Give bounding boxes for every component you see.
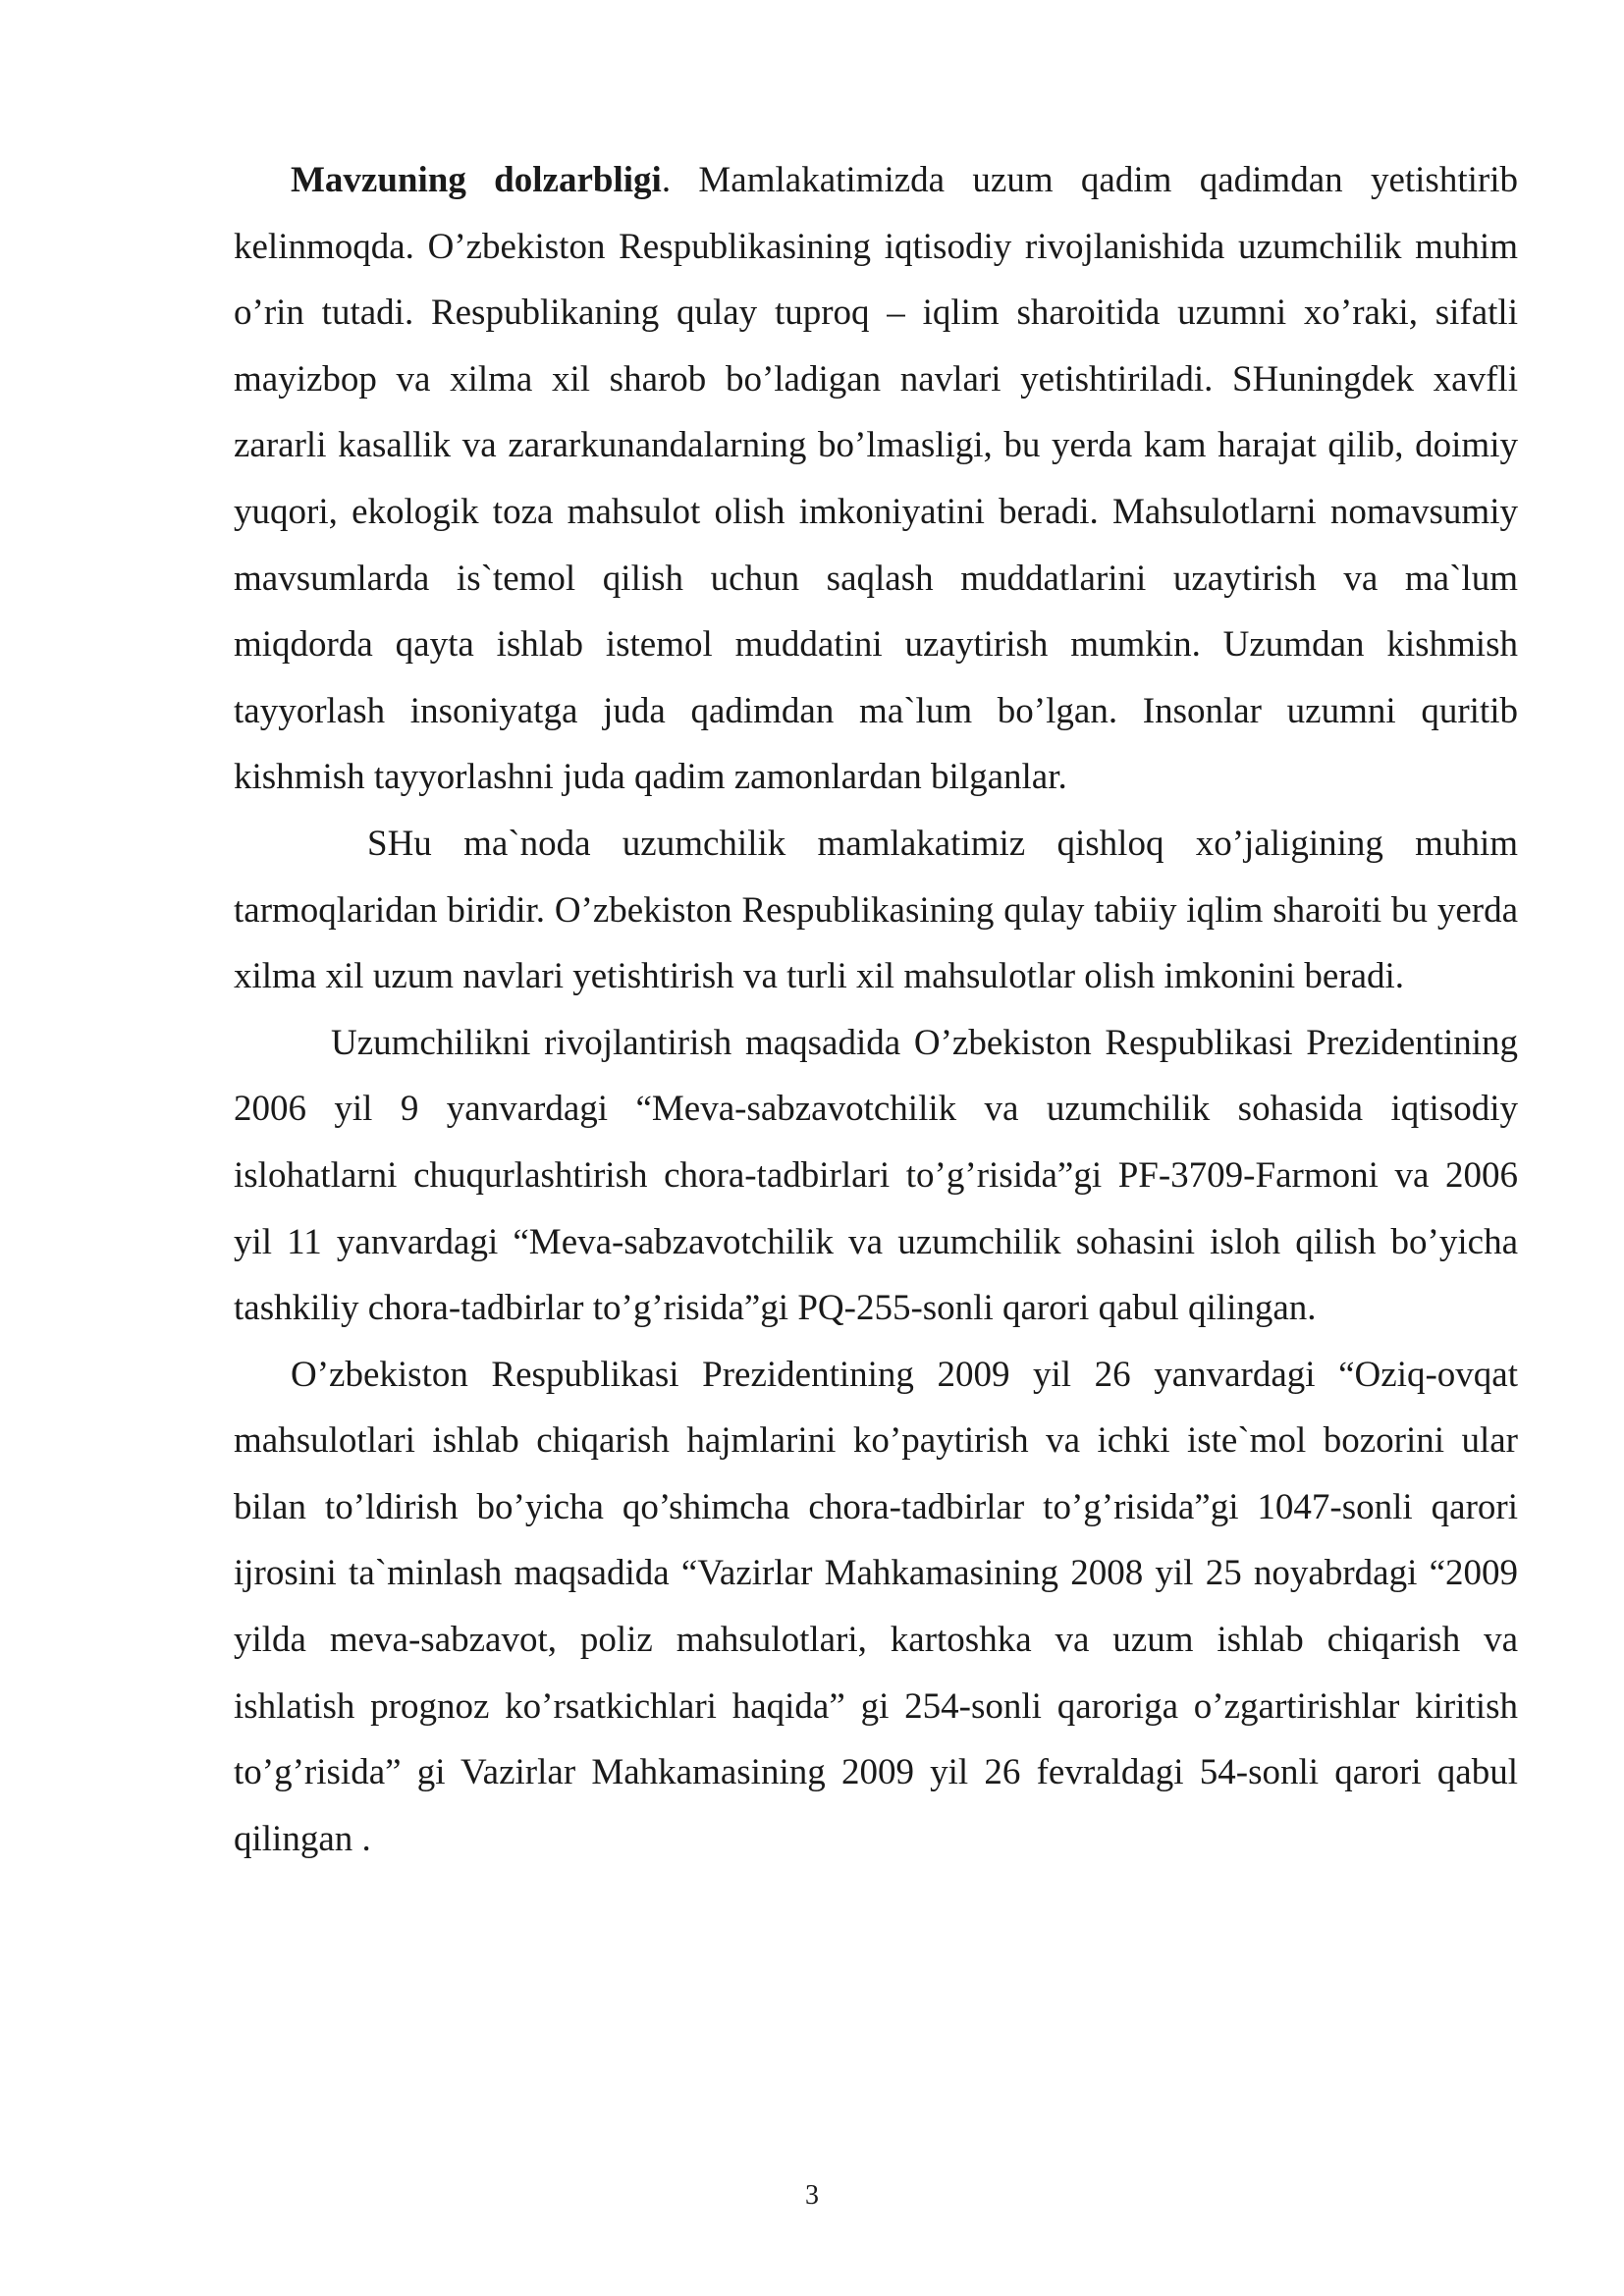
paragraph-topic-relevance bbox=[234, 147, 1518, 811]
paragraph-text: Uzumchilikni rivojlantirish maqsadida O’zbekiston Respublikasi Prezidentining 2006 yil 9 yanvardagi “Meva-sabzavotchilik va uzumchilik sohasida iqtisodiy islohatlarni chuqurlashtirish chora-tadbirlari to’g’risida”gi PF-3709-Farmoni va 2006 yil 11 yanvardagi “Meva-sabzavotchilik va uzumchilik sohasini isloh qilish bo’yicha tashkiliy chora-tadbirlar to’g’risida”gi PQ-255-sonli qarori qabul qilingan. bbox=[234, 1022, 1518, 1329]
page-number: 3 bbox=[805, 2180, 819, 2211]
paragraph-viticulture-importance bbox=[234, 811, 1518, 1010]
document-body bbox=[234, 147, 1518, 1872]
paragraph-presidential-decree bbox=[234, 1010, 1518, 1342]
section-heading-inline: Mavzuning dolzarbligi bbox=[291, 160, 662, 200]
paragraph-text: . Mamlakatimizda uzum qadim qadimdan yetishtirib kelinmoqda. O’zbekiston Respublikasining iqtisodiy rivojlanishida uzumchilik muhim o’rin tutadi. Respublikaning qulay tuproq – iqlim sharoitida uzumni xo’raki, sifatli mayizbop va xilma xil sharob bo’ladigan navlari yetishtiriladi. SHuningdek xavfli zararli kasallik va zararkunandalarning bo’lmasligi, bu yerda kam harajat qilib, doimiy yuqori, ekologik toza mahsulot olish imkoniyatini beradi. Mahsulotlarni nomavsumiy mavsumlarda is`temol qilish uchun saqlash muddatlarini uzaytirish va ma`lum miqdorda qayta ishlab istemol muddatini uzaytirish mumkin. Uzumdan kishmish tayyorlash insoniyatga juda qadimdan ma`lum bo’lgan. Insonlar uzumni quritib kishmish tayyorlashni juda qadim zamonlardan bilganlar. bbox=[234, 160, 1518, 798]
paragraph-cabinet-resolution bbox=[234, 1342, 1518, 1873]
paragraph-text: SHu ma`noda uzumchilik mamlakatimiz qishloq xo’jaligining muhim tarmoqlaridan biridir. O’zbekiston Respublikasining qulay tabiiy iqlim sharoiti bu yerda xilma xil uzum navlari yetishtirish va turli xil mahsulotlar olish imkonini beradi. bbox=[234, 823, 1518, 997]
paragraph-text: O’zbekiston Respublikasi Prezidentining 2009 yil 26 yanvardagi “Oziq-ovqat mahsulotlari ishlab chiqarish hajmlarini ko’paytirish va ichki iste`mol bozorini ular bilan to’ldirish bo’yicha qo’shimcha chora-tadbirlar to’g’risida”gi 1047-sonli qarori ijrosini ta`minlash maqsadida “Vazirlar Mahkamasining 2008 yil 25 noyabrdagi “2009 yilda meva-sabzavot, poliz mahsulotlari, kartoshka va uzum ishlab chiqarish va ishlatish prognoz ko’rsatkichlari haqida” gi 254-sonli qaroriga o’zgartirishlar kiritish to’g’risida” gi Vazirlar Mahkamasining 2009 yil 26 fevraldagi 54-sonli qarori qabul qilingan . bbox=[234, 1354, 1518, 1859]
